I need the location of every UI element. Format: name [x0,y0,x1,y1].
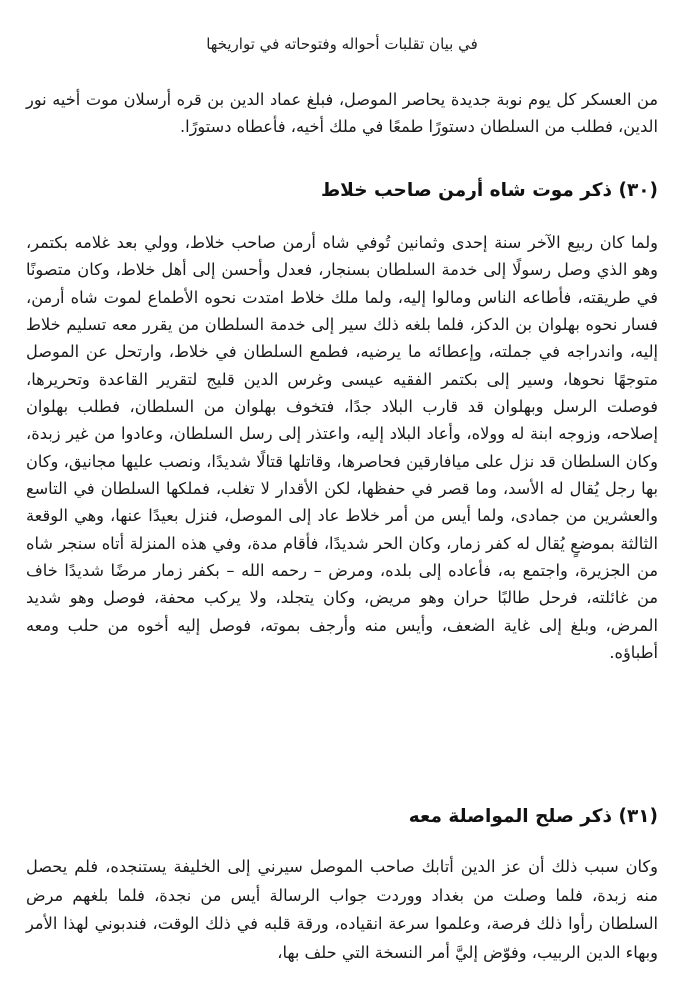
running-title: في بيان تقلبات أحواله وفتوحاته في تواريخها [206,35,478,53]
intro-paragraph: من العسكر كل يوم نوبة جديدة يحاصر الموصل، فبلغ عماد الدين بن قره أرسلان موت أخيه نور الدين، فطلب من السلطان دستورًا طمعًا في ملك أخيه، فأعطاه دستورًا. [26,90,658,136]
section-31-heading: (٣١) ذكر صلح المواصلة معه [408,806,658,827]
section-31-paragraph: وكان سبب ذلك أن عز الدين أتابك صاحب الموصل سيرني إلى الخليفة يستنجده، فلم يحصل منه زبدة، فلما وصلت من بغداد ووردت جواب الرسالة أيس من نجدة، فلما بلغهم مرض السلطان رأوا ذلك فرصة، وعلموا سرعة انقياده، ورقة قلبه في ذلك الوقت، فندبوني لهذا الأمر وبهاء الدين الربيب، وفوّض إليَّ أمر النسخة التي حلف بها، [26,857,658,962]
section-30-heading: (٣٠) ذكر موت شاه أرمن صاحب خلاط [320,180,658,201]
section-30-paragraph: ولما كان ربيع الآخر سنة إحدى وثمانين تُوفي شاه أرمن صاحب خلاط، وولي بعد غلامه بكتمر، وهو الذي وصل رسولًا إلى خدمة السلطان بسنجار، فعدل وأحسن إلى أهل خلاط، وكان متصونًا في طريقته، فأطاعه الناس ومالوا إليه، ولما ملك خلاط امتدت نحوه الأطماع لموت شاه أرمن، فسار نحوه بهلوان بن الدكز، فلما بلغه ذلك سير إلى خدمة السلطان من يقرر معه تسليم خلاط إليه، واندراجه في جملته، وإعطائه ما يرضيه، فطمع السلطان في خلاط، وارتحل عن الموصل متوجهًا نحوها، وسير إلى بكتمر الفقيه عيسى وغرس الدين قليج لتقرير القاعدة وتحريرها، فوصلت الرسل وبهلوان قد قارب البلاد جدًا، فتخوف بهلوان من السلطان، فطلب بهلوان إصلاحه، وزوجه ابنة له وولاه، وأعاد البلاد إليه، واعتذر إلى رسل السلطان، وعادوا من غير زبدة، وكان السلطان قد نزل على ميافارقين فحاصرها، وقاتلها قتالًا شديدًا، ونصب عليها مجانيق، وكان بها رجل يُقال له الأسد، وما قصر في حفظها، لكن الأقدار لا تغلب، فملكها السلطان في التاسع والعشرين من جمادى، ولما أيس من أمر خلاط عاد إلى الموصل، فنزل بعيدًا عنها، وهي الوقعة الثالثة بموضعٍ يُقال له كفر زمار، وكان الحر شديدًا، فأقام مدة، وفي هذه المنزلة أتاه سنجر شاه من الجزيرة، واجتمع به، فأعاده إلى بلده، ومرض – رحمه الله – بكفر زمار مرضًا شديدًا خاف من غائلته، فرحل طالبًا حران وهو مريض، وكان يتجلد، ولا يركب محفة، فوصل وهو شديد المرض، وبلغ إلى غاية الضعف، وأيس منه وأرجف بموته، فوصل إليه أخوه من حلب ومعه أطباؤه. [26,233,658,663]
